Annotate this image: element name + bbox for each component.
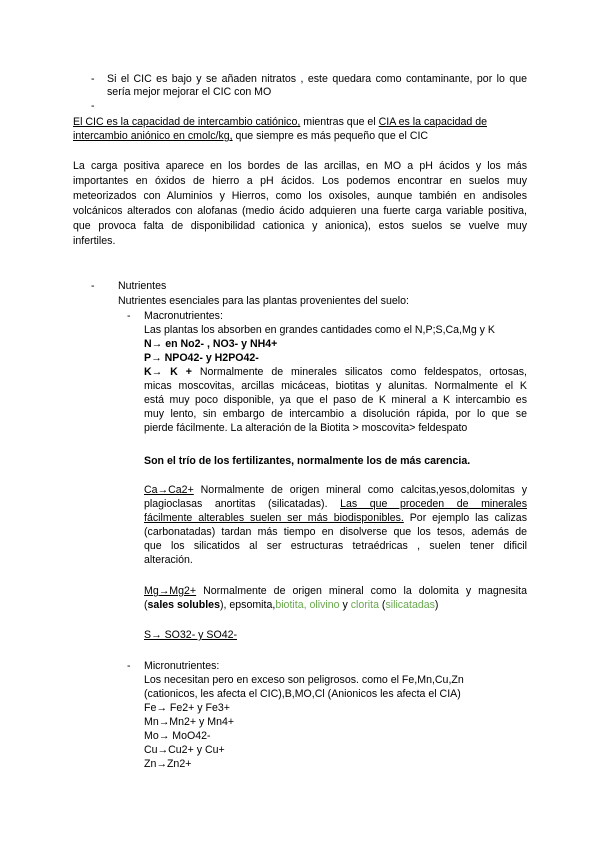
paragraph-line: infertiles. (73, 235, 116, 247)
mg-text: Normalmente de origen mineral como la dolomita y magnesita (196, 585, 527, 597)
bullet-dash: - (91, 100, 95, 112)
micro-line: (cationicos, les afecta el CIC),B,MO,Cl (Anionicos les afecta el CIA) (144, 688, 461, 700)
k-line: micas moscovitas, arcillas micáceas, biotitas y alunitas. Normalmente el K (144, 380, 527, 392)
section-subtitle: Nutrientes esenciales para las plantas provenientes del suelo: (118, 295, 409, 307)
ca-line: (carbonatadas) tardan más tiempo en disolverse que los tesos, además de (144, 526, 527, 538)
k-line: está muy poco disponible, ya que el paso de K mineral a K intercambio es (144, 394, 527, 406)
k-text: Normalmente de minerales silicatos como feldespatos, ortosas, (191, 366, 528, 378)
zn-line: Zn→Zn2+ (144, 758, 192, 770)
fe-line: Fe→ Fe2+ y Fe3+ (144, 702, 230, 714)
mg-green: biotita, olivino (275, 599, 340, 611)
macro-line: Las plantas los absorben en grandes cantidades como el N,P;S,Ca,Mg y K (144, 324, 495, 336)
bullet-text: Si el CIC es bajo y se añaden nitratos , este quedara como contaminante, por lo que (107, 73, 527, 85)
ca-line: que los silicatidos al ser estructuras tetraédricas , suelen tener dificil (144, 540, 527, 552)
mg-text: y (339, 599, 351, 611)
k-head: K→ K + (144, 366, 192, 378)
mn-line: Mn→Mn2+ y Mn4+ (144, 716, 235, 728)
trio-statement: Son el trío de los fertilizantes, normalmente los de más carencia. (144, 455, 471, 467)
ca-underlined: fácilmente alterables suelen ser más biodisponibles. (144, 512, 404, 524)
ca-line (144, 484, 527, 497)
ca-line: alteración. (144, 554, 193, 566)
section-title: Nutrientes (118, 280, 167, 292)
cic-definition (73, 116, 487, 129)
mo-line: Mo→ MoO42- (144, 730, 211, 742)
mg-head: Mg→Mg2+ (144, 585, 197, 597)
paragraph-line: volcánicos alterados con alofanas (medio ácido adquieren una fuerte carga variable positiva, (73, 205, 527, 217)
mg-text: ), epsomita, (219, 599, 276, 611)
bullet-dash: - (127, 310, 131, 322)
paragraph-line: que provoca falta de disponibilidad cationica y anionica), estos suelos se vuelve muy (73, 220, 527, 232)
cu-line: Cu→Cu2+ y Cu+ (144, 744, 225, 756)
bullet-dash: - (127, 660, 131, 672)
mg-line (144, 585, 527, 598)
mg-text: ( (144, 599, 148, 611)
ca-text: Normalmente de origen mineral como calcitas,yesos,dolomitas y (193, 484, 527, 496)
mg-text: ( (378, 599, 386, 611)
mg-bold: sales solubles (147, 599, 220, 611)
s-line: S→ SO32- y SO42- (144, 629, 238, 641)
n-line: N→ en No2- , NO3- y NH4+ (144, 338, 278, 350)
k-line (144, 366, 527, 379)
ca-text: plagioclasas anortitas (silicatadas). (144, 498, 341, 510)
paragraph-line: importantes en óxidos de hierro a pH ácidos. Los podemos encontrar en suelos muy (73, 175, 527, 187)
k-line: muy lento, sin embargo de intercambio a disolución rápida, por lo que se (144, 408, 527, 420)
ca-head: Ca→Ca2+ (144, 484, 194, 496)
bullet-dash: - (91, 73, 95, 85)
cic-def-connector: mientras que el (300, 116, 379, 128)
micro-line: Los necesitan pero en exceso son peligrosos. como el Fe,Mn,Cu,Zn (144, 674, 464, 686)
micro-title: Micronutrientes: (144, 660, 220, 672)
ca-underlined: Las que proceden de minerales (340, 498, 527, 510)
ca-line (144, 512, 527, 525)
bullet-text: sería mejor mejorar el CIC con MO (107, 86, 272, 98)
ca-text: Por ejemplo las calizas (403, 512, 527, 524)
paragraph-line: meteorizados con Aluminios y Hierros, como los oxisoles, aunque también en andisoles (73, 190, 527, 202)
k-line: pierde fácilmente. La alteración de la Biotita > moscovita> feldespato (144, 422, 468, 434)
ca-line (144, 498, 527, 511)
cia-definition (73, 130, 428, 143)
bullet-dash: - (91, 280, 95, 292)
mg-line (144, 599, 438, 612)
cia-def-tail: que siempre es más pequeño que el CIC (232, 130, 429, 142)
cic-def-underlined: El CIC es la capacidad de intercambio catiónico, (73, 116, 301, 128)
cia-def-underlined: CIA es la capacidad de (378, 116, 487, 128)
cia-def-underlined-2: intercambio aniónico en cmolc/kg, (73, 130, 233, 142)
paragraph-line: La carga positiva aparece en los bordes de las arcillas, en MO a pH ácidos y los más (73, 160, 527, 172)
p-line: P→ NPO42- y H2PO42- (144, 352, 259, 364)
mg-green: silicatadas (385, 599, 435, 611)
macro-title: Macronutrientes: (144, 310, 223, 322)
mg-green: clorita (350, 599, 379, 611)
mg-text: ) (434, 599, 439, 611)
